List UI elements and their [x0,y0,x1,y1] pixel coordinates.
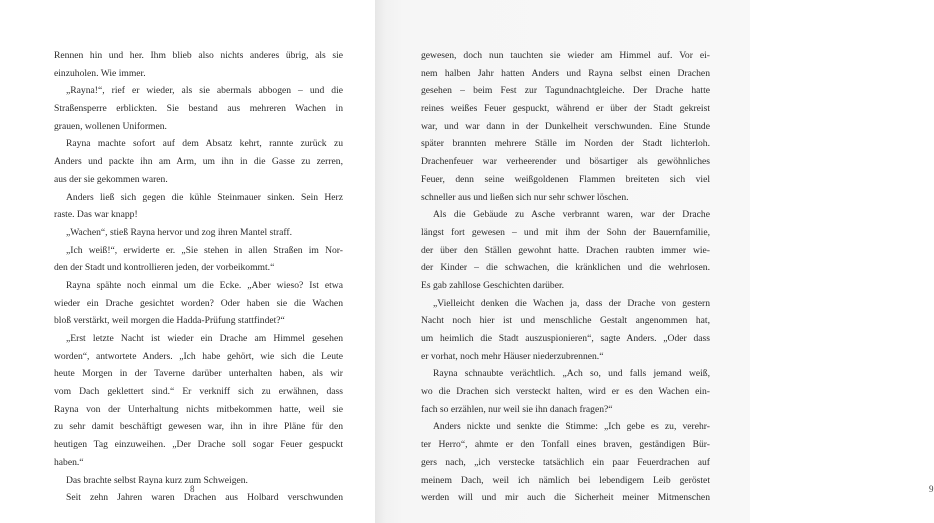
text-line: „Ich weiß!“, erwiderte er. „Sie stehen in allen Straßen im Nor- [66,244,343,256]
text-line: Anders ließ sich gegen die kühle Steinmauer sinken. Sein Herz [66,191,343,203]
text-line: längst fort gewesen – und mit ihm der Sohn der Bauernfamilie, [421,226,710,238]
text-line: grauen, wollenen Uniformen. [54,120,167,132]
text-line: Feuer, denn seine weißgoldenen Flammen breiteten sich viel [421,173,710,185]
text-line: gesehen – beim Fest zur Tagundnachtgleiche. Der Drache hatte [421,85,710,97]
right-page-text [421,47,710,507]
text-line: wo die Drachen sich versteckt halten, wird er es den Wachen ein- [421,386,710,398]
text-line: Rayna machte sofort auf dem Absatz kehrt, rannte zurück zu [66,138,343,150]
text-line: der über den Ställen gewohnt hatte. Drachen raubten immer wie- [421,244,710,256]
text-line: Als die Gebäude zu Asche verbrannt waren, war der Drache [433,209,710,221]
text-line: den der Stadt und kontrollieren jeden, der vorbeikommt.“ [54,262,275,274]
text-line: meinem Dach, weil ich nämlich bei lebendigem Leib geröstet [421,474,710,486]
text-line: heutigen Tag einzuweihen. „Der Drache soll sogar Feuer gespuckt [54,439,343,451]
text-line: Seit zehn Jahren waren Drachen aus Holbard verschwunden [66,492,343,504]
text-line: haben.“ [54,456,84,468]
text-line: „Rayna!“, rief er wieder, als sie abermals abbogen – und die [66,85,343,97]
text-line: um heimlich die Stadt auszuspionieren“, sagte Anders. „Oder dass [421,333,710,344]
text-line: Rennen hin und her. Ihm blieb also nichts anderes übrig, als sie [54,50,343,61]
text-line: zu sehr damit beschäftigt gewesen war, ihn in ihre Pläne für den [54,421,343,433]
text-line: fach so erzählen, nur weil sie ihn danach fragen?“ [421,403,613,415]
text-line: aus der sie gekommen waren. [54,173,168,185]
text-line: „Erst letzte Nacht ist wieder ein Drache am Himmel gesehen [66,333,343,344]
text-line: Anders nickte und senkte die Stimme: „Ich gebe es zu, verehr- [433,421,710,433]
text-line: Das brachte selbst Rayna kurz zum Schweigen. [66,474,248,486]
text-line: wieder ein Drache gesichtet worden? Oder haben sie die Wachen [54,297,343,309]
text-line: heute Morgen in der Taverne darüber unterhalten haben, als wir [54,368,343,380]
text-line: Straßensperre erblickten. Sie bestand aus mehreren Wachen in [54,103,343,115]
text-line: raste. Das war knapp! [54,209,138,221]
text-line: Rayna spähte noch einmal um die Ecke. „Aber wieso? Ist etwa [66,279,343,291]
text-line: er vorhat, noch mehr Häuser niederzubrennen.“ [421,350,604,362]
text-line: Anders und packte ihn am Arm, um ihn in die Gasse zu zerren, [54,156,343,168]
text-line: ter Herro“, ahmte er den Tonfall eines braven, geständigen Bür- [421,439,710,451]
left-page [0,0,375,523]
text-line: einzuholen. Wie immer. [54,67,146,79]
text-line: Drachenfeuer war verheerender und bösartiger als gewöhnliches [421,156,710,168]
text-line: bloß verstärkt, weil morgen die Hadda-Prüfung stattfindet?“ [54,315,285,327]
text-line: gers nach, „ich verstecke tatsächlich ein paar Feuerdrachen auf [421,456,710,468]
text-line: Rayna schnaubte verächtlich. „Ach so, und falls jemand weiß, [433,368,710,380]
page-number: 8 [190,484,195,494]
text-line: war, und war dann in der Dunkelheit verschwunden. Eine Stunde [421,120,710,132]
text-line: „Vielleicht denken die Wachen ja, dass der Drache von gestern [433,297,710,309]
text-line: Rayna von der Unterhaltung nichts mitbekommen hatte, weil sie [54,403,343,415]
left-page-text [54,47,343,507]
text-line: Es gab zahllose Geschichten darüber. [421,279,565,291]
page-number: 9 [929,484,934,494]
text-line: worden“, antwortete Anders. „Ich habe gehört, wie sich die Leute [54,350,343,362]
text-line: reines weißes Feuer gespuckt, während er über der Stadt gekreist [421,103,710,115]
text-line: nem halben Jahr hatten Anders und Rayna selbst einen Drachen [421,67,710,79]
text-line: der Kinder – die schwachen, die kränklichen und die wehrlosen. [421,262,710,274]
text-line: gewesen, doch nun tauchten sie wieder am Himmel auf. Vor ei- [421,50,710,61]
text-line: werden will und mir auch die Sicherheit meiner Mitmenschen [421,492,710,504]
text-line: schneller aus und ließen sich nur sehr schwer löschen. [421,191,629,203]
text-line: Nacht noch hier ist und menschliche Gestalt angenommen hat, [421,315,710,327]
text-line: später brannten mehrere Ställe im Norden der Stadt lichterloh. [421,138,710,150]
text-line: vom Dach geklettert sind.“ Er verkniff sich zu erwähnen, dass [54,386,343,398]
text-line: „Wachen“, stieß Rayna hervor und zog ihren Mantel straff. [66,226,293,238]
